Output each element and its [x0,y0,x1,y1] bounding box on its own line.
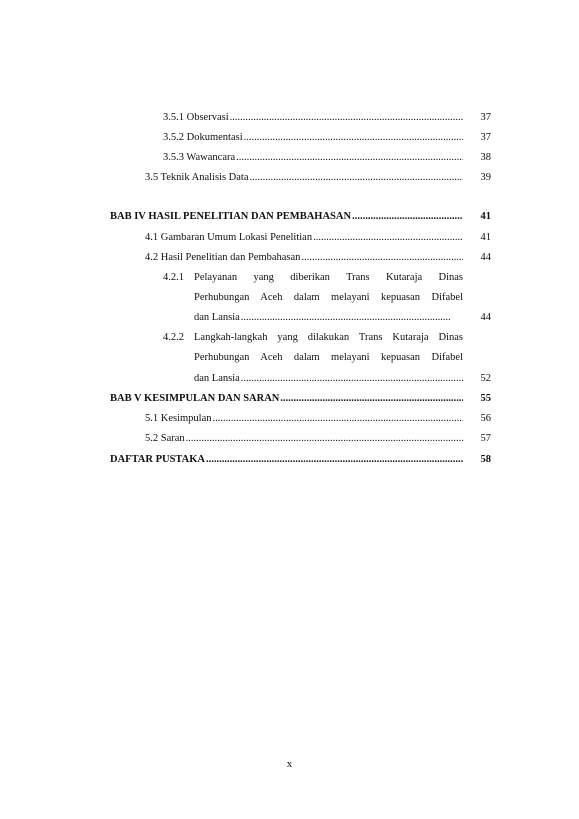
toc-entry [145,251,491,264]
toc-page-number: 44 [480,252,491,263]
toc-entry-number: 4.2.2 [163,332,184,343]
toc-entry-title: 3.5.3 Wawancara [163,152,236,163]
toc-entry-title: BAB V KESIMPULAN DAN SARAN [110,393,280,404]
toc-entry-title: 5.1 Kesimpulan [145,413,212,424]
page-number-footer: x [286,758,293,770]
toc-entry [145,432,491,445]
toc-entry-title: 5.2 Saran [145,433,185,444]
toc-entry [145,412,491,425]
toc-entry-line: Langkah-langkah yang dilakukan Trans Kutaraja Dinas [194,332,463,343]
toc-leader-dots [313,231,463,244]
toc-entry [145,231,491,244]
toc-entry-title: 3.5.2 Dokumentasi [163,132,243,143]
toc-entry-title: 4.2 Hasil Penelitian dan Pembahasan [145,252,301,263]
toc-chapter-entry [110,210,491,223]
toc-leader-dots [241,311,451,324]
toc-entry-last-line [194,311,491,324]
toc-leader-dots [241,372,463,385]
toc-leader-dots [236,151,463,164]
toc-leader-dots [249,171,463,184]
toc-entry [163,111,491,124]
toc-entry-title: BAB IV HASIL PENELITIAN DAN PEMBAHASAN [110,211,352,222]
toc-leader-dots [230,111,463,124]
toc-leader-dots [186,432,463,445]
toc-chapter-entry [110,392,491,405]
toc-leader-dots [352,210,463,223]
toc-page-number: 41 [480,232,491,243]
toc-entry [163,151,491,164]
toc-chapter-entry [110,453,491,466]
toc-leader-dots [301,251,463,264]
toc-entry-title: 3.5.1 Observasi [163,112,229,123]
toc-page-number: 52 [480,373,491,384]
toc-entry-line: Pelayanan yang diberikan Trans Kutaraja Dinas [194,272,463,283]
toc-page-number: 57 [480,433,491,444]
toc-leader-dots [244,131,463,144]
toc-entry-title: 4.1 Gambaran Umum Lokasi Penelitian [145,232,313,243]
toc-entry-number: 4.2.1 [163,272,184,283]
toc-leader-dots [206,453,463,466]
toc-page-number: 58 [480,454,491,465]
toc-page-number: 37 [480,112,491,123]
toc-leader-dots [213,412,464,425]
toc-page-number: 41 [480,211,491,222]
toc-entry-last-line [194,372,491,385]
toc-entry-line: Perhubungan Aceh dalam melayani kepuasan Difabel [194,292,463,303]
toc-entry [163,131,491,144]
toc-page-number: 55 [480,393,491,404]
toc-page-number: 38 [480,152,491,163]
toc-entry-line: Perhubungan Aceh dalam melayani kepuasan Difabel [194,352,463,363]
toc-entry-title: dan Lansia [194,373,240,384]
toc-entry-title: dan Lansia [194,312,240,323]
toc-page-number: 56 [480,413,491,424]
toc-page-number: 44 [480,312,491,323]
toc-entry-title: 3.5 Teknik Analisis Data [145,172,249,183]
toc-leader-dots [280,392,463,405]
toc-entry-title: DAFTAR PUSTAKA [110,454,205,465]
toc-entry [145,171,491,184]
toc-page-number: 39 [480,172,491,183]
toc-page-number: 37 [480,132,491,143]
